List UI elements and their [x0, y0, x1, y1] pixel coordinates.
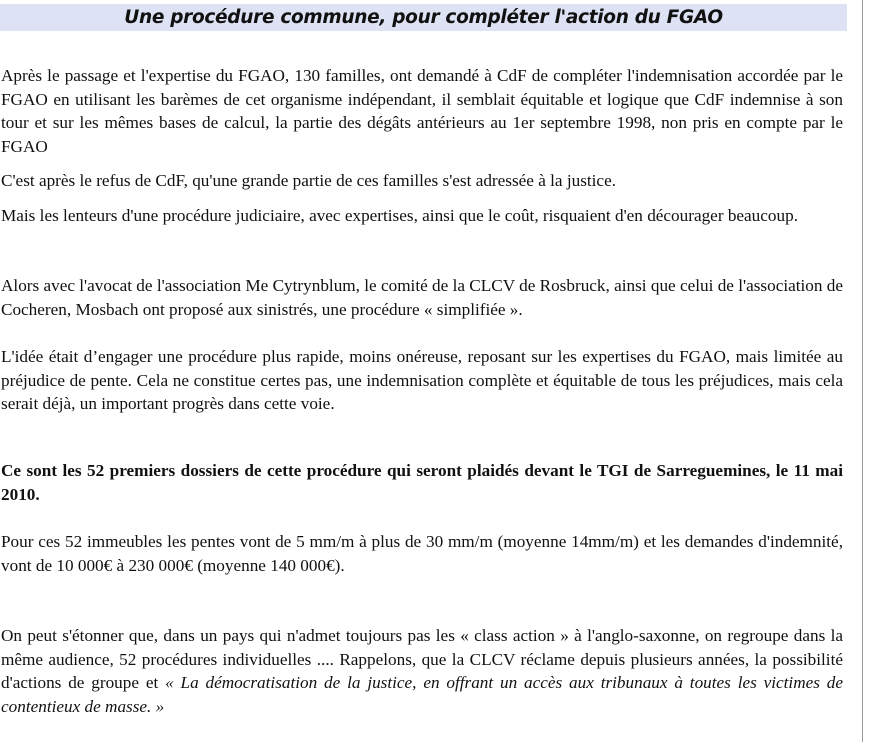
paragraph-cdf-refusal: C'est après le refus de CdF, qu'une grande partie de ces familles s'est adressée à la justice.: [1, 171, 616, 190]
document-title: Une procédure commune, pour compléter l'action du FGAO: [124, 7, 723, 28]
paragraph-simplified-procedure: Alors avec l'avocat de l'association Me Cytrynblum, le comité de la CLCV de Rosbruck, ainsi que celui de l'association de Cocheren, Mosbach ont proposé aux sinistrés, une procédure « simplifiée ».: [1, 276, 843, 319]
class-action-text: On peut s'étonner que, dans un pays qui n'admet toujours pas les « class action » à l'anglo-saxonne, on regroupe dans la même audience, 52 procédures individuelles .... Rappelons, que la CLCV réclame depuis plusieurs années, la possibilité d'actions de groupe et: [1, 626, 843, 692]
justice-quote: « La démocratisation de la justice, en offrant un accès aux tribunaux à toutes les victimes de contentieux de masse. »: [1, 673, 843, 716]
paragraph-slopes-indemnity: Pour ces 52 immeubles les pentes vont de 5 mm/m à plus de 30 mm/m (moyenne 14mm/m) et les demandes d'indemnité, vont de 10 000€ à 230 000€ (moyenne 140 000€).: [1, 532, 843, 575]
page-edge-divider: [862, 0, 863, 742]
paragraph-tgi-hearing: Ce sont les 52 premiers dossiers de cette procédure qui seront plaidés devant le TGI de Sarreguemines, le 11 mai 2010.: [1, 461, 843, 504]
paragraph-procedure-cost: Mais les lenteurs d'une procédure judiciaire, avec expertises, ainsi que le coût, risquaient d'en décourager beaucoup.: [1, 206, 798, 225]
paragraph-fgao-expertise: Après le passage et l'expertise du FGAO, 130 familles, ont demandé à CdF de compléter l'indemnisation accordée par le FGAO en utilisant les barèmes de cet organisme indépendant, il semblait équitable et logique que CdF indemnise à son tour et sur les mêmes bases de calcul, la partie des dégâts antérieurs au 1er septembre 1998, non pris en compte par le FGAO: [1, 66, 843, 156]
paragraph-procedure-idea: L'idée était d’engager une procédure plus rapide, moins onéreuse, reposant sur les expertises du FGAO, mais limitée au préjudice de pente. Cela ne constitue certes pas, une indemnisation complète et équitable de tous les préjudices, mais cela serait déjà, un important progrès dans cette voie.: [1, 347, 843, 413]
paragraph-class-action: [1, 624, 843, 718]
